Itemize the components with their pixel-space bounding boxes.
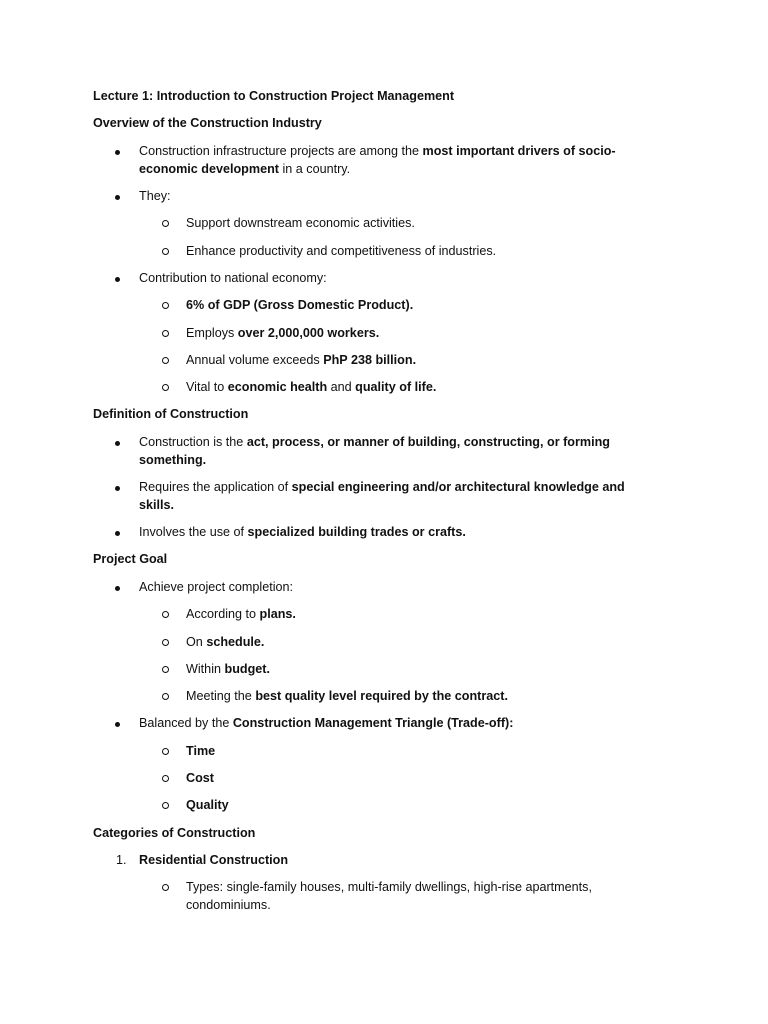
bullet-dot xyxy=(115,714,120,732)
bullet-circle xyxy=(162,351,169,370)
bullet-circle xyxy=(162,742,169,761)
bullet-circle xyxy=(162,878,169,897)
bullet-dot xyxy=(115,433,120,451)
bullet-circle xyxy=(162,214,169,233)
bullet-circle xyxy=(162,605,169,624)
bullet-dot xyxy=(115,578,120,596)
bullet-circle xyxy=(162,687,169,706)
bullet-dot xyxy=(115,269,120,287)
bullet-dot xyxy=(115,523,120,541)
bullet-dot xyxy=(115,142,120,160)
bullet-dot xyxy=(115,187,120,205)
bullet-circle xyxy=(162,324,169,343)
bullet-circle xyxy=(162,378,169,397)
bullet-dot xyxy=(115,478,120,496)
section-heading-project-goal: Project Goal xyxy=(93,552,168,566)
list-item-text: Construction infrastructure projects are among the most important drivers of socio- xyxy=(139,144,616,158)
section-heading-definition: Definition of Construction xyxy=(93,407,249,421)
section-heading-overview: Overview of the Construction Industry xyxy=(93,116,322,130)
bullet-circle xyxy=(162,769,169,788)
bullet-circle xyxy=(162,296,169,315)
bullet-circle xyxy=(162,242,169,261)
bullet-circle xyxy=(162,796,169,815)
bullet-circle xyxy=(162,660,169,679)
section-heading-categories: Categories of Construction xyxy=(93,826,256,840)
document-title: Lecture 1: Introduction to Construction Project Management xyxy=(93,89,455,103)
list-number: 1. xyxy=(116,853,127,867)
bullet-circle xyxy=(162,633,169,652)
document-page: Lecture 1: Introduction to Construction Project Management Overview of the Construction Industry Construction infrastructure projects are among the most important drivers of socio- economic development in a country. They: Support downstream economic activities. Enhance productivity and competitiveness of industries. Contribution to national economy: 6% of GDP (Gross Domestic Product). Employs over 2,000,000 workers. Annual volume exceeds PhP 238 billion. Vital to economic health and quality of life. Definition of Construction Construction is the act, process, or manner of building, constructing, or forming something. Requires the application of special engineering and/or architectural knowledge and skills. Involves the use of specialized building trades or crafts. Project Goal Achieve project completion: According to plans. On schedule. Within budget. Meeting the best quality level required by the contract. Balanced by the Construction Management Triangle (Trade-off): Time Cost Quality Categories of Construction 1. Residential Construction Types: single-family houses, multi-family dwellings, high-rise apartments, condominiums. xyxy=(0,0,768,1024)
